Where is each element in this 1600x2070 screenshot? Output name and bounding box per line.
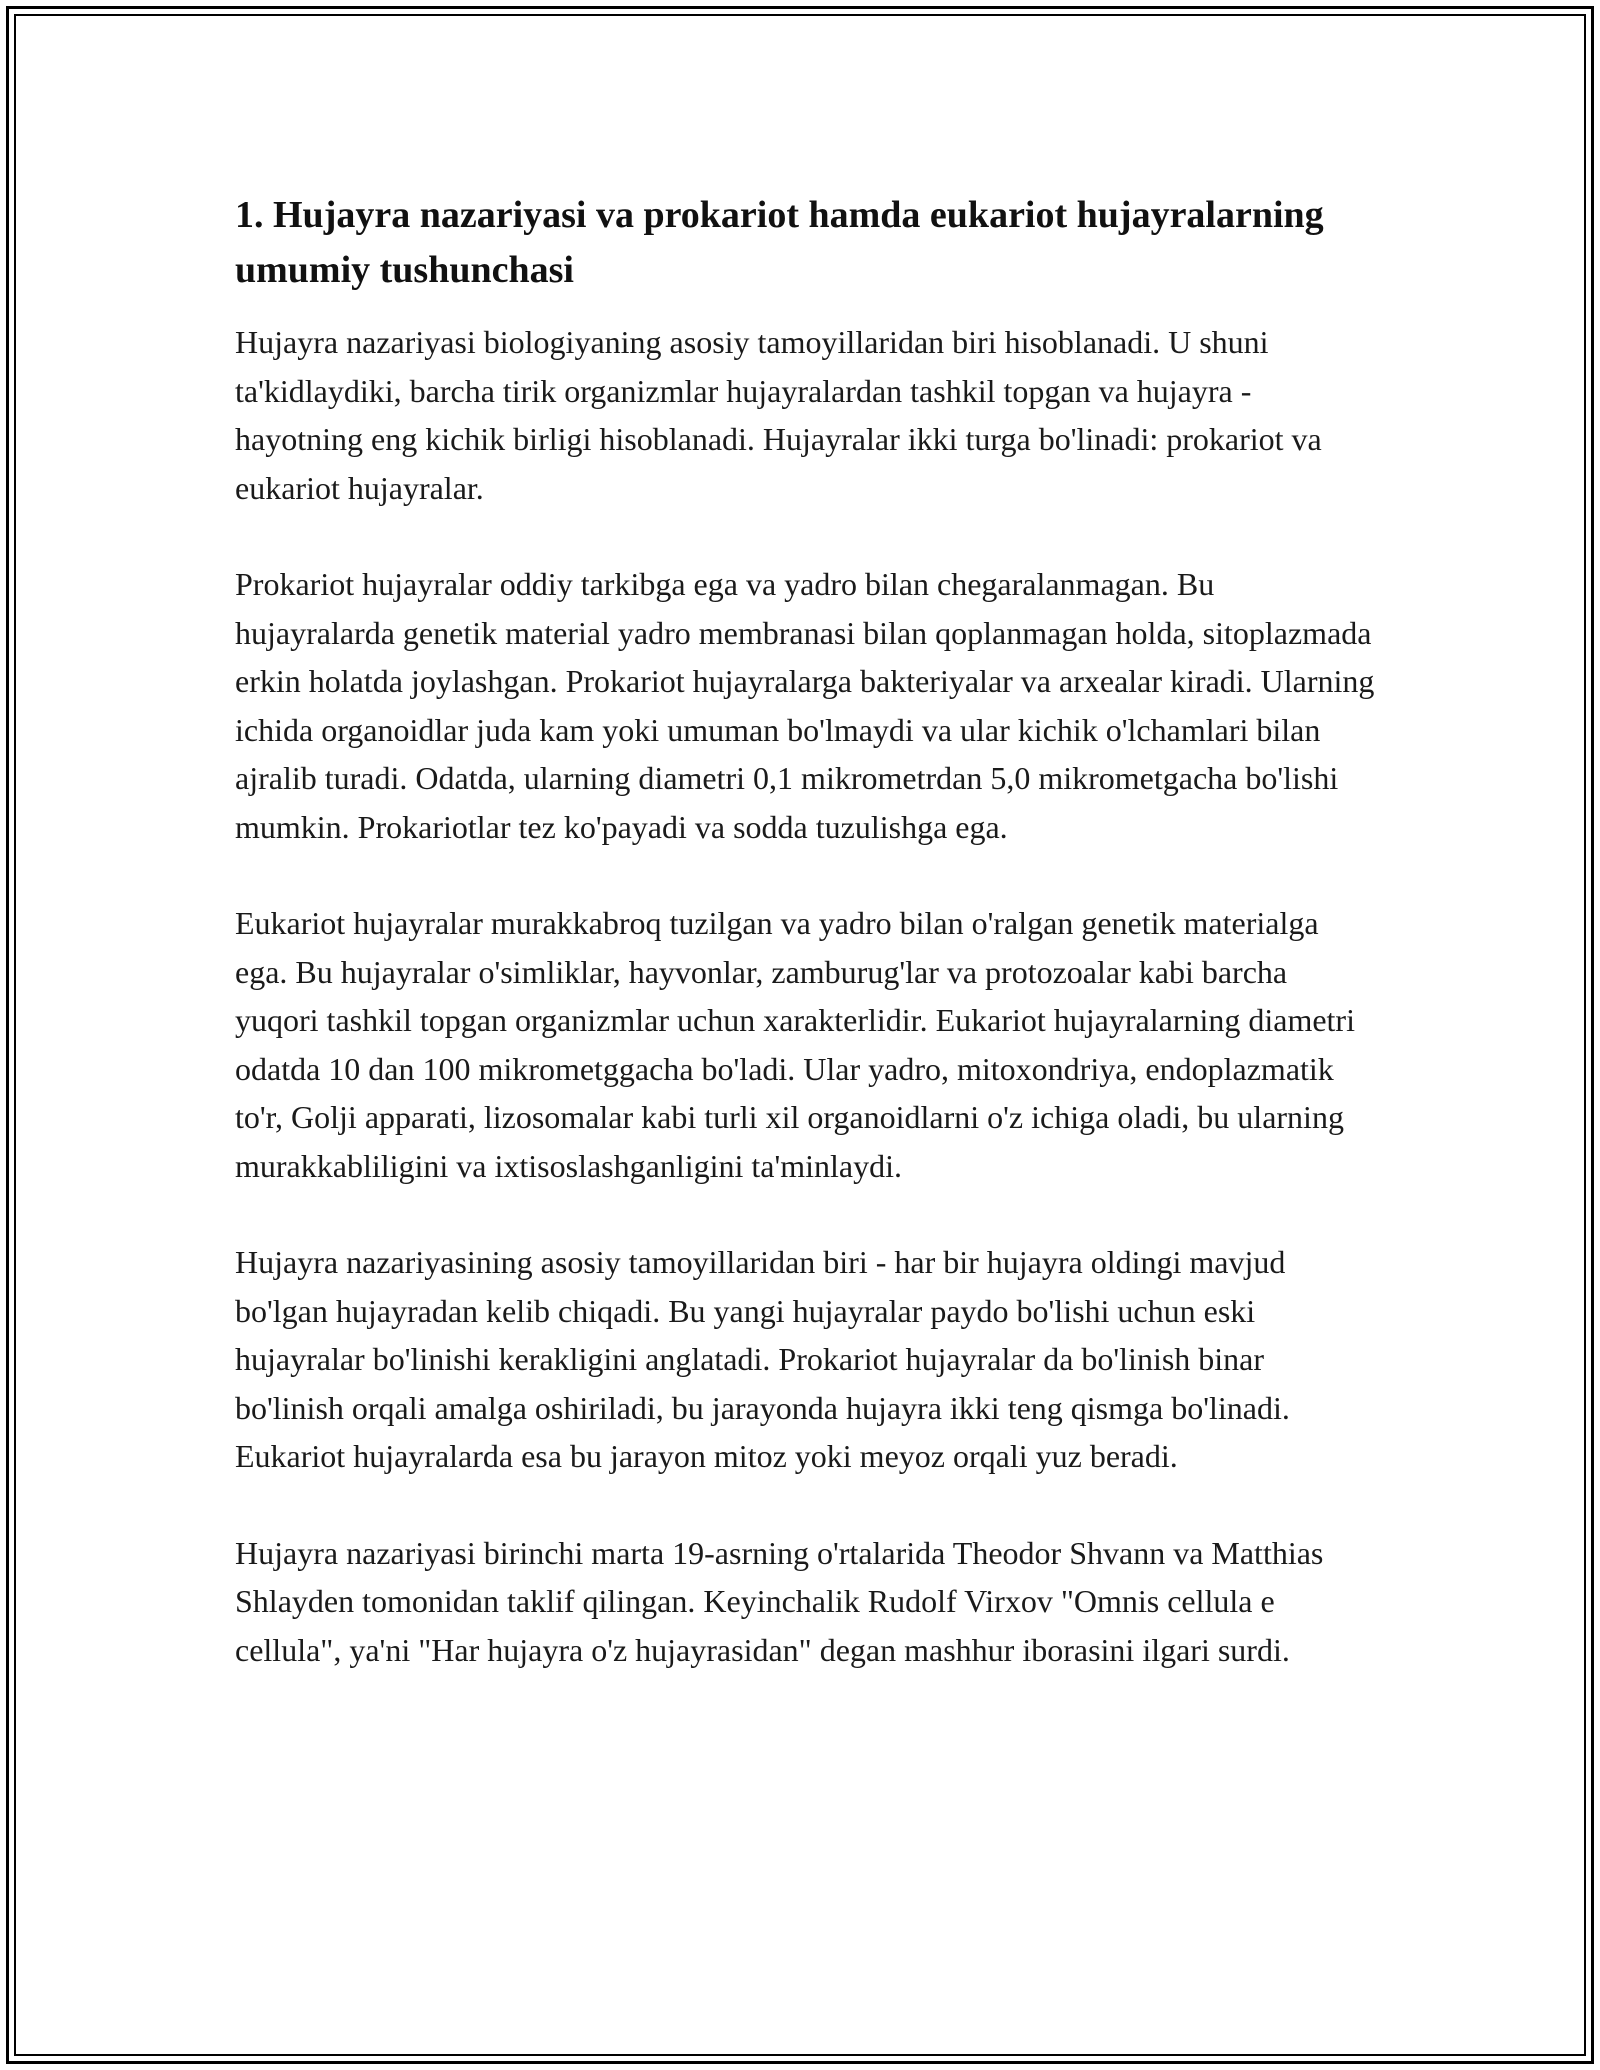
section-heading: 1. Hujayra nazariyasi va prokariot hamda eukariot hujayralarning umumiy tushunchasi [235, 194, 1324, 291]
paragraph-cell-division: Hujayra nazariyasining asosiy tamoyillaridan biri - har bir hujayra oldingi mavjud bo'lgan hujayradan kelib chiqadi. Bu yangi hujayralar paydo bo'lishi uchun eski hujayralar bo'linishi kerakligini anglatadi. Prokariot hujayralar da bo'linish binar bo'linish orqali amalga oshiriladi, bu jarayonda hujayra ikki teng qismga bo'linadi. Eukariot hujayralarda esa bu jarayon mitoz yoki meyoz orqali yuz beradi. [235, 1244, 1290, 1474]
paragraph-history: Hujayra nazariyasi birinchi marta 19-asrning o'rtalarida Theodor Shvann va Matthias Shlayden tomonidan taklif qilingan. Keyinchalik Rudolf Virxov "Omnis cellula e cellula", ya'ni "Har hujayra o'z hujayrasidan" degan mashhur iborasini ilgari surdi. [235, 1534, 1324, 1668]
paragraph-eukaryotes: Eukariot hujayralar murakkabroq tuzilgan va yadro bilan o'ralgan genetik materialga ega. Bu hujayralar o'simliklar, hayvonlar, zamburug'lar va protozoalar kabi barcha yuqori tashkil topgan organizmlar uchun xarakterlidir. Eukariot hujayralarning diametri odatda 10 dan 100 mikrometggacha bo'ladi. Ular yadro, mitoxondriya, endoplazmatik to'r, Golji apparati, lizosomalar kabi turli xil organoidlarni o'z ichiga oladi, bu ularning murakkabliligini va ixtisoslashganligini ta'minlaydi. [235, 905, 1355, 1184]
paragraph-prokaryotes: Prokariot hujayralar oddiy tarkibga ega va yadro bilan chegaralanmagan. Bu hujayralarda genetik material yadro membranasi bilan qoplanmagan holda, sitoplazmada erkin holatda joylashgan. Prokariot hujayralarga bakteriyalar va arxealar kiradi. Ularning ichida organoidlar juda kam yoki umuman bo'lmaydi va ular kichik o'lchamlari bilan ajralib turadi. Odatda, ularning diametri 0,1 mikrometrdan 5,0 mikrometgacha bo'lishi mumkin. Prokariotlar tez ko'payadi va sodda tuzulishga ega. [235, 566, 1375, 845]
document-body [235, 188, 1375, 1674]
paragraph-cell-theory: Hujayra nazariyasi biologiyaning asosiy tamoyillaridan biri hisoblanadi. U shuni ta'kidlaydiki, barcha tirik organizmlar hujayralardan tashkil topgan va hujayra - hayotning eng kichik birligi hisoblanadi. Hujayralar ikki turga bo'linadi: prokariot va eukariot hujayralar. [235, 324, 1322, 506]
